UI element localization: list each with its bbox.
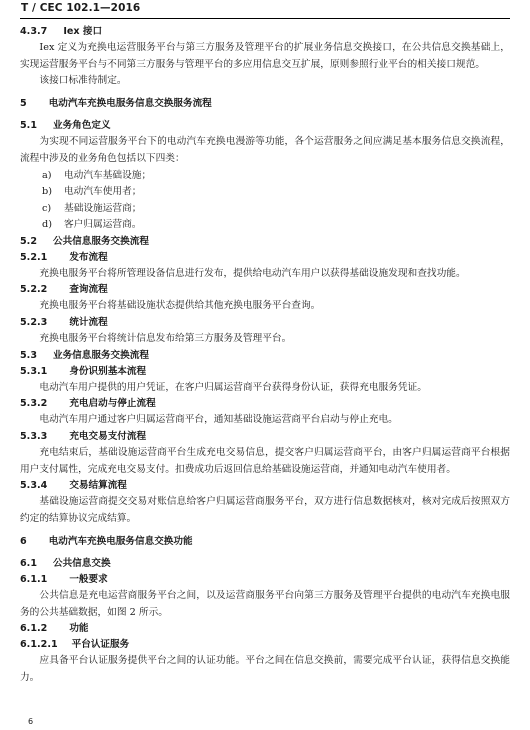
section-title: 发布流程 [69, 251, 108, 263]
paragraph: 公共信息是充电运营商服务平台之间，以及运营商服务平台向第三方服务及管理平台提供的电动汽车充换电服务的公共基础数据，如图 2 所示。 [20, 589, 510, 618]
section-title: 统计流程 [69, 316, 108, 328]
section-number: 5.2.3 [20, 316, 48, 328]
section-title: 身份识别基本流程 [69, 365, 147, 377]
section-title: 一般要求 [69, 573, 108, 585]
section-number: 5.3.1 [20, 365, 48, 377]
page-number: 6 [28, 717, 34, 726]
section-number: 5.1 [20, 120, 37, 132]
section-heading [20, 556, 510, 572]
section-title: 平台认证服务 [71, 639, 130, 651]
paragraph: 充换电服务平台将基础设施状态提供给其他充换电服务平台查询。 [39, 300, 321, 312]
section-heading [20, 621, 510, 637]
section-heading [20, 250, 510, 266]
section-heading [20, 96, 510, 112]
section-number: 5.3.2 [20, 398, 48, 410]
section-title: 业务角色定义 [53, 120, 111, 132]
section-heading [20, 315, 510, 331]
paragraph: Iex 定义为充换电运营服务平台与第三方服务及管理平台的扩展业务信息交换接口，在公共信息交换基础上，实现运营服务平台与不同第三方服务与管理平台的多应用信息交互扩展，原则参照行业平台的相关接口规范。 [20, 42, 510, 70]
list-item [20, 168, 510, 185]
list-text: 客户归属运营商。 [64, 219, 142, 231]
section-heading [20, 637, 510, 653]
section-title: Iex 接口 [63, 26, 103, 37]
section-number: 5.2.2 [20, 284, 48, 296]
section-number: 5.2 [20, 235, 37, 247]
list-marker: d) [42, 219, 52, 231]
section-title: 充电启动与停止流程 [69, 398, 156, 410]
section-heading [20, 396, 510, 412]
section-number: 4.3.7 [20, 26, 48, 37]
paragraph: 基础设施运营商提交交易对账信息给客户归属运营商服务平台，双方进行信息数据核对，核对完成后按照双方约定的结算协议完成结算。 [20, 496, 510, 525]
section-title: 查询流程 [69, 284, 108, 296]
section-title: 电动汽车充换电服务信息交换服务流程 [48, 98, 212, 110]
list-marker: a) [42, 169, 52, 181]
section-title: 公共信息交换 [53, 557, 111, 569]
document-header-id: T / CEC 102.1—2016 [21, 2, 141, 14]
section-heading [20, 234, 510, 250]
list-marker: b) [42, 186, 52, 198]
section-number: 5.3 [20, 349, 37, 361]
section-title: 电动汽车充换电服务信息交换功能 [48, 535, 193, 547]
list-marker: c) [42, 202, 52, 214]
list-item [20, 217, 510, 234]
section-heading [20, 534, 510, 550]
section-title: 交易结算流程 [69, 480, 127, 492]
section-heading [20, 429, 510, 445]
section-number: 5.2.1 [20, 251, 48, 263]
list-item [20, 184, 510, 201]
section-heading [20, 364, 510, 380]
section-number: 5 [20, 98, 27, 110]
section-number: 6 [20, 535, 27, 547]
paragraph: 充换电服务平台将统计信息发布给第三方服务及管理平台。 [39, 332, 292, 344]
section-heading [20, 348, 510, 364]
section-number: 6.1.2 [20, 623, 48, 635]
list-text: 基础设施运营商； [64, 202, 142, 214]
section-heading [20, 478, 510, 494]
section-number: 6.1 [20, 557, 37, 569]
paragraph: 电动汽车用户通过客户归属运营商平台，通知基础设施运营商平台启动与停止充电。 [39, 414, 398, 426]
section-number: 5.3.3 [20, 431, 48, 443]
paragraph: 为实现不同运营服务平台下的电动汽车充换电漫游等功能，各个运营服务之间应满足基本服务信息交换流程，流程中涉及的业务角色包括以下四类： [20, 136, 510, 164]
paragraph: 充换电服务平台将所管理设备信息进行发布，提供给电动汽车用户以获得基础设施发现和查找功能。 [39, 267, 466, 279]
section-title: 公共信息服务交换流程 [53, 235, 149, 247]
section-heading [20, 24, 510, 40]
paragraph: 应具备平台认证服务提供平台之间的认证功能。平台之间在信息交换前，需要完成平台认证，获得信息交换能力。 [20, 655, 510, 683]
section-number: 6.1.2.1 [20, 639, 58, 651]
section-number: 6.1.1 [20, 573, 48, 585]
section-title: 充电交易支付流程 [69, 431, 147, 443]
list-text: 电动汽车基础设施； [64, 169, 152, 181]
paragraph: 该接口标准待制定。 [39, 75, 127, 87]
section-title: 功能 [69, 623, 89, 635]
document-body [20, 24, 510, 687]
section-heading [20, 118, 510, 134]
header-rule [20, 18, 510, 19]
section-title: 业务信息服务交换流程 [53, 349, 149, 361]
list-text: 电动汽车使用者； [64, 186, 142, 198]
section-heading [20, 282, 510, 298]
section-number: 5.3.4 [20, 480, 48, 492]
list-item [20, 201, 510, 218]
section-heading [20, 572, 510, 588]
paragraph: 电动汽车用户提供的用户凭证，在客户归属运营商平台获得身份认证，获得充电服务凭证。 [39, 381, 427, 393]
paragraph: 充电结束后，基础设施运营商平台生成充电交易信息，提交客户归属运营商平台，由客户归属运营商平台根据用户支付属性，完成充电交易支付。扣费成功后返回信息给基础设施运营商，并通知电动汽车使用者。 [20, 447, 510, 475]
